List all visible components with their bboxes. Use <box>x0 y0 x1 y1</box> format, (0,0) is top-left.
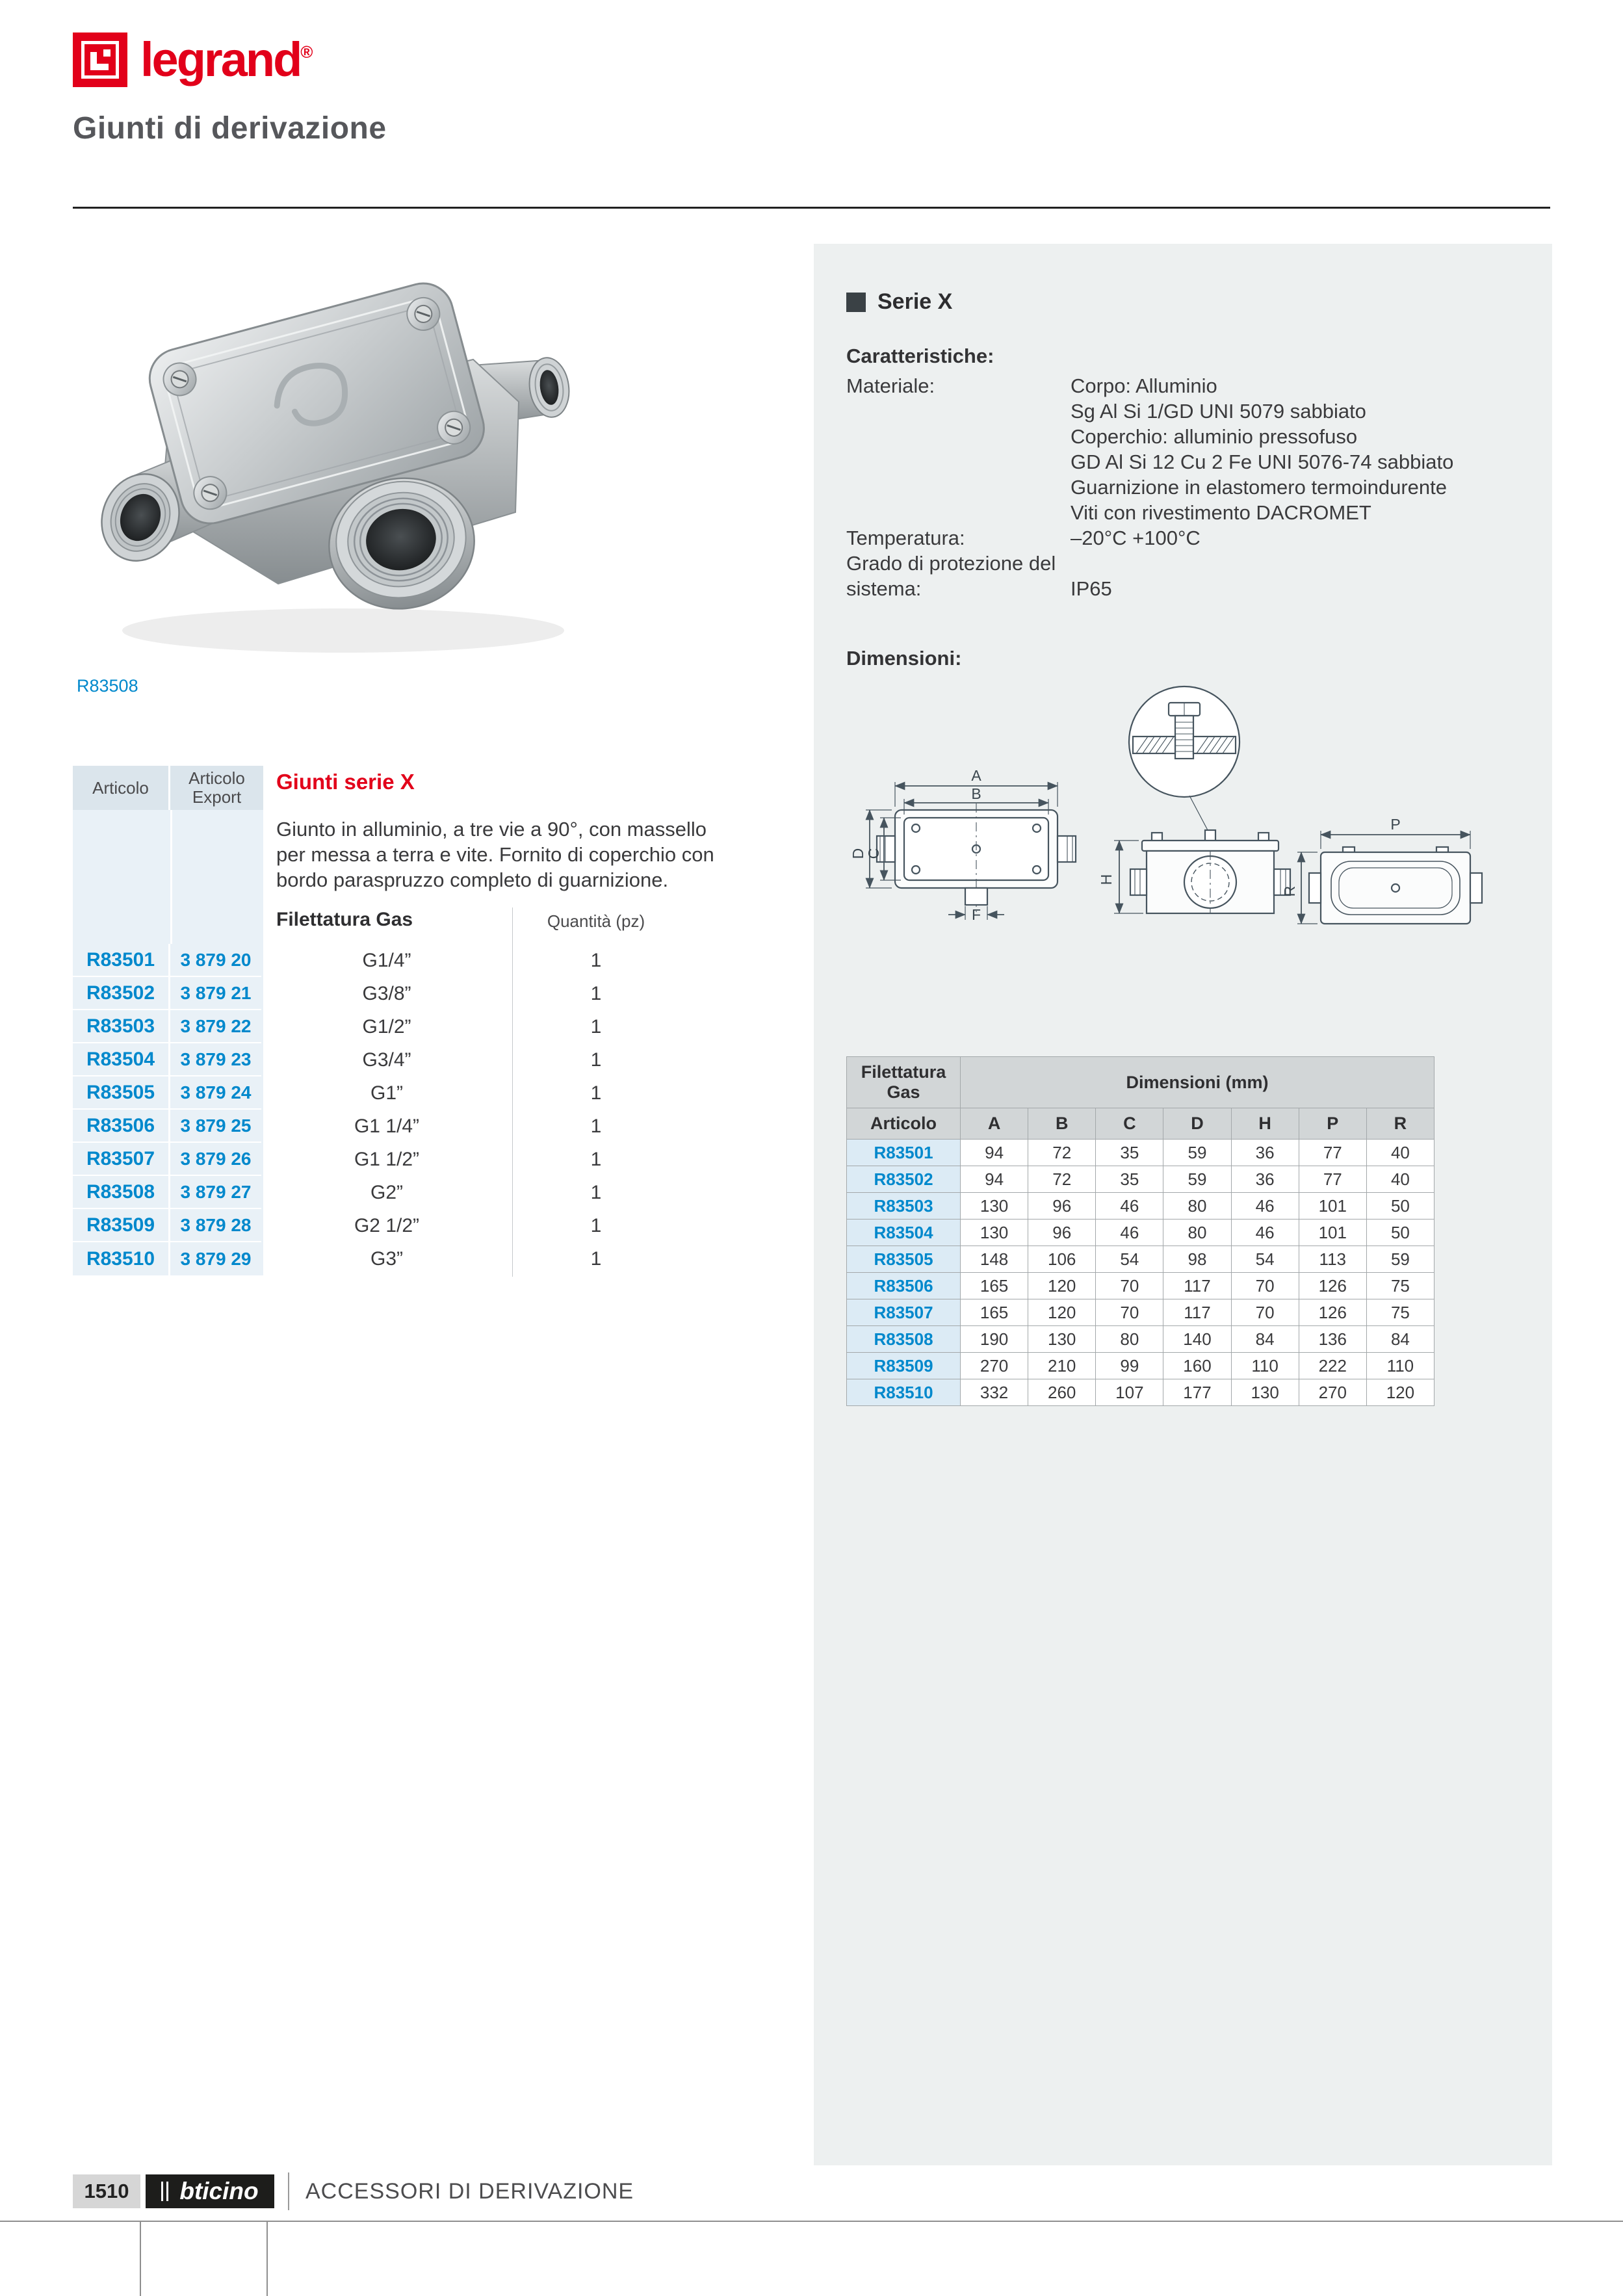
quantita-cell: 1 <box>590 982 602 1004</box>
dim-label-c: C <box>865 848 882 859</box>
front-view-drawing <box>1098 830 1290 913</box>
product-description: Giunto in alluminio, a tre vie a 90°, con massello per messa a terra e vite. Fornito di coperchio con bordo paraspruzzo completo di guarnizione. <box>276 818 714 891</box>
dimension-value-cell: 59 <box>1163 1140 1231 1166</box>
dimension-value-cell: 70 <box>1096 1299 1163 1326</box>
table-row <box>73 1242 677 1275</box>
dimension-value-cell: 113 <box>1299 1246 1366 1273</box>
spec-label: Temperatura: <box>846 527 965 549</box>
spec-row <box>846 525 1520 551</box>
dimension-value-cell: 210 <box>1028 1353 1096 1379</box>
table-row <box>847 1353 1435 1379</box>
dimension-value-cell: 35 <box>1096 1166 1163 1193</box>
articolo-cell: R83510 <box>847 1379 961 1406</box>
dimension-value-cell: 70 <box>1231 1299 1299 1326</box>
filettatura-cell: G2 1/2” <box>354 1214 420 1236</box>
legrand-logo-square <box>81 41 119 79</box>
table-row <box>73 1209 677 1242</box>
quantita-cell: 1 <box>590 1247 602 1270</box>
table-row <box>847 1166 1435 1193</box>
dimension-value-cell: 110 <box>1366 1353 1434 1379</box>
articolo-cell: R83507 <box>73 1143 170 1176</box>
quantita-cell: 1 <box>590 1148 602 1170</box>
articolo-export-cell: 3 879 25 <box>170 1110 261 1143</box>
dims-column-header: P <box>1299 1108 1366 1140</box>
legrand-logo-icon <box>73 33 127 87</box>
product-photo <box>64 239 636 668</box>
dimension-value-cell: 177 <box>1163 1379 1231 1406</box>
filettatura-cell: G3” <box>370 1247 403 1270</box>
dimension-value-cell: 54 <box>1096 1246 1163 1273</box>
spec-label: Materiale: <box>846 374 935 397</box>
filettatura-cell: G1/4” <box>362 949 411 971</box>
dimension-value-cell: 80 <box>1096 1326 1163 1353</box>
dimension-drawings <box>846 677 1520 1002</box>
dimension-value-cell: 36 <box>1231 1166 1299 1193</box>
dims-column-header: C <box>1096 1108 1163 1140</box>
dimensions-table <box>846 1056 1435 1406</box>
dimension-value-cell: 160 <box>1163 1353 1231 1379</box>
dim-label-a: A <box>971 767 981 784</box>
legrand-logo <box>73 33 313 87</box>
spec-value: GD Al Si 12 Cu 2 Fe UNI 5076-74 sabbiato <box>1071 450 1454 473</box>
dimension-value-cell: 130 <box>961 1193 1028 1220</box>
spec-value: Sg Al Si 1/GD UNI 5079 sabbiato <box>1071 400 1366 423</box>
spec-value: Coperchio: alluminio pressofuso <box>1071 425 1358 448</box>
articolo-cell: R83503 <box>847 1193 961 1220</box>
articolo-export-cell: 3 879 26 <box>170 1143 261 1176</box>
group-title: Giunti serie X <box>276 770 415 794</box>
spec-value: Corpo: Alluminio <box>1071 374 1217 397</box>
table-row <box>847 1299 1435 1326</box>
filettatura-cell: G1” <box>370 1082 403 1104</box>
table-row <box>73 1076 677 1110</box>
screw-detail-drawing <box>1129 686 1240 797</box>
spec-value: Viti con rivestimento DACROMET <box>1071 501 1371 524</box>
articolo-cell: R83506 <box>847 1273 961 1299</box>
filettatura-cell: G1 1/4” <box>354 1115 420 1137</box>
dimension-value-cell: 40 <box>1366 1140 1434 1166</box>
dimension-value-cell: 136 <box>1299 1326 1366 1353</box>
articolo-export-cell: 3 879 27 <box>170 1176 261 1209</box>
col-header-filettatura: Filettatura Gas <box>276 909 413 930</box>
articolo-cell: R83509 <box>73 1209 170 1242</box>
quantita-cell: 1 <box>590 1181 602 1203</box>
articolo-cell: R83507 <box>847 1299 961 1326</box>
dimension-value-cell: 80 <box>1163 1220 1231 1246</box>
dims-column-header: D <box>1163 1108 1231 1140</box>
dimension-value-cell: 332 <box>961 1379 1028 1406</box>
top-view-drawing <box>850 767 1076 923</box>
spec-values <box>1071 373 1520 525</box>
dimension-value-cell: 120 <box>1028 1273 1096 1299</box>
spec-values <box>1071 576 1520 601</box>
caratteristiche-heading: Caratteristiche: <box>846 345 994 367</box>
dimension-value-cell: 126 <box>1299 1273 1366 1299</box>
footer-grid-line <box>266 2221 268 2296</box>
dimension-value-cell: 96 <box>1028 1193 1096 1220</box>
dimension-value-cell: 130 <box>1028 1326 1096 1353</box>
articolo-export-cell: 3 879 21 <box>170 977 261 1010</box>
articolo-cell: R83509 <box>847 1353 961 1379</box>
dim-label-d: D <box>850 848 866 859</box>
dimension-value-cell: 110 <box>1231 1353 1299 1379</box>
dimensioni-heading: Dimensioni: <box>846 647 962 670</box>
dimension-value-cell: 101 <box>1299 1193 1366 1220</box>
dimension-value-cell: 130 <box>961 1220 1028 1246</box>
dimension-value-cell: 270 <box>961 1353 1028 1379</box>
table-row <box>847 1220 1435 1246</box>
table-row <box>847 1379 1435 1406</box>
page-title: Giunti di derivazione <box>73 111 387 146</box>
table-row <box>73 1143 677 1176</box>
dimension-value-cell: 36 <box>1231 1140 1299 1166</box>
spec-value: IP65 <box>1071 577 1112 600</box>
dimension-value-cell: 260 <box>1028 1379 1096 1406</box>
footer-rule <box>0 2221 1623 2222</box>
filettatura-cell: G3/8” <box>362 982 411 1004</box>
col-header-articolo-export: Articolo Export <box>170 766 263 810</box>
articolo-cell: R83505 <box>73 1076 170 1110</box>
dimension-value-cell: 96 <box>1028 1220 1096 1246</box>
dim-label-p: P <box>1390 816 1401 833</box>
articolo-cell: R83506 <box>73 1110 170 1143</box>
table-row <box>73 944 677 977</box>
dimension-value-cell: 270 <box>1299 1379 1366 1406</box>
specs-list <box>846 373 1520 601</box>
articolo-export-cell: 3 879 20 <box>170 944 261 977</box>
dimension-value-cell: 46 <box>1096 1220 1163 1246</box>
dimension-value-cell: 46 <box>1231 1193 1299 1220</box>
dimension-value-cell: 165 <box>961 1273 1028 1299</box>
bticino-logo-bars-icon <box>161 2182 172 2201</box>
articolo-cell: R83505 <box>847 1246 961 1273</box>
quantita-cell: 1 <box>590 1082 602 1104</box>
dimension-value-cell: 35 <box>1096 1140 1163 1166</box>
dimension-value-cell: 46 <box>1096 1193 1163 1220</box>
table-row <box>73 1176 677 1209</box>
table-row <box>73 1010 677 1043</box>
dimension-value-cell: 99 <box>1096 1353 1163 1379</box>
col-header-quantita: Quantità (pz) <box>547 911 645 931</box>
dimension-value-cell: 40 <box>1366 1166 1434 1193</box>
dimension-value-cell: 165 <box>961 1299 1028 1326</box>
filettatura-cell: G1 1/2” <box>354 1148 420 1170</box>
junction-box-photo <box>64 239 636 668</box>
dimension-value-cell: 59 <box>1163 1166 1231 1193</box>
table-row <box>73 1110 677 1143</box>
filettatura-cell: G1/2” <box>362 1015 411 1037</box>
bticino-logo <box>146 2174 274 2208</box>
table-row <box>73 977 677 1010</box>
dimension-value-cell: 84 <box>1366 1326 1434 1353</box>
dimension-value-cell: 101 <box>1299 1220 1366 1246</box>
dims-subheader-row <box>847 1108 1435 1140</box>
articolo-cell: R83501 <box>73 944 170 977</box>
dimension-value-cell: 75 <box>1366 1299 1434 1326</box>
series-header <box>846 289 1520 315</box>
quantita-cell: 1 <box>590 1115 602 1137</box>
spec-value: Guarnizione in elastomero termoindurente <box>1071 476 1447 499</box>
dimension-value-cell: 94 <box>961 1166 1028 1193</box>
dimension-value-cell: 84 <box>1231 1326 1299 1353</box>
dimension-value-cell: 117 <box>1163 1299 1231 1326</box>
footer-divider <box>288 2172 289 2210</box>
dimension-value-cell: 70 <box>1231 1273 1299 1299</box>
dimension-value-cell: 59 <box>1366 1246 1434 1273</box>
dims-column-header: B <box>1028 1108 1096 1140</box>
dimension-value-cell: 72 <box>1028 1166 1096 1193</box>
dims-header-dimensioni: Dimensioni (mm) <box>961 1057 1435 1108</box>
table-row <box>847 1246 1435 1273</box>
dims-column-header: R <box>1366 1108 1434 1140</box>
dimension-value-cell: 117 <box>1163 1273 1231 1299</box>
spec-values <box>1071 525 1520 551</box>
filettatura-cell: G2” <box>370 1181 403 1203</box>
spec-row <box>846 551 1520 601</box>
dimension-value-cell: 72 <box>1028 1140 1096 1166</box>
articolo-cell: R83502 <box>73 977 170 1010</box>
articolo-cell: R83508 <box>847 1326 961 1353</box>
articles-table-header <box>73 766 263 810</box>
articolo-export-cell: 3 879 22 <box>170 1010 261 1043</box>
articolo-cell: R83508 <box>73 1176 170 1209</box>
dimension-value-cell: 107 <box>1096 1379 1163 1406</box>
square-bullet-icon <box>846 293 866 312</box>
header-rule <box>73 207 1550 209</box>
dimension-value-cell: 50 <box>1366 1220 1434 1246</box>
quantita-cell: 1 <box>590 1049 602 1071</box>
dimension-value-cell: 148 <box>961 1246 1028 1273</box>
table-row <box>847 1326 1435 1353</box>
registered-mark: ® <box>300 42 313 62</box>
dimension-value-cell: 54 <box>1231 1246 1299 1273</box>
dimension-value-cell: 50 <box>1366 1193 1434 1220</box>
spec-label: Grado di protezione del sistema: <box>846 552 1056 600</box>
articolo-export-cell: 3 879 24 <box>170 1076 261 1110</box>
articolo-cell: R83504 <box>73 1043 170 1076</box>
dimension-value-cell: 80 <box>1163 1193 1231 1220</box>
quantita-cell: 1 <box>590 1214 602 1236</box>
dims-column-header: A <box>961 1108 1028 1140</box>
dimension-value-cell: 222 <box>1299 1353 1366 1379</box>
footer-grid-line <box>140 2221 141 2296</box>
table-row <box>847 1140 1435 1166</box>
articolo-cell: R83504 <box>847 1220 961 1246</box>
dim-label-h: H <box>1098 874 1115 885</box>
brand-name: legrand® <box>140 33 313 86</box>
dimension-value-cell: 120 <box>1028 1299 1096 1326</box>
spec-row <box>846 373 1520 525</box>
dimension-value-cell: 190 <box>961 1326 1028 1353</box>
articolo-cell: R83502 <box>847 1166 961 1193</box>
dimension-value-cell: 75 <box>1366 1273 1434 1299</box>
dims-column-header: H <box>1231 1108 1299 1140</box>
articolo-export-cell: 3 879 28 <box>170 1209 261 1242</box>
dimension-value-cell: 140 <box>1163 1326 1231 1353</box>
footer-section-title: ACCESSORI DI DERIVAZIONE <box>305 2179 634 2204</box>
quantita-cell: 1 <box>590 949 602 971</box>
dimension-value-cell: 70 <box>1096 1273 1163 1299</box>
table-row <box>847 1193 1435 1220</box>
dimension-value-cell: 106 <box>1028 1246 1096 1273</box>
photo-caption: R83508 <box>77 676 138 696</box>
table-row <box>847 1273 1435 1299</box>
side-view-drawing <box>1281 816 1482 924</box>
articolo-export-cell: 3 879 29 <box>170 1242 261 1275</box>
articolo-export-cell: 3 879 23 <box>170 1043 261 1076</box>
series-title: Serie X <box>877 289 953 314</box>
dim-label-f: F <box>971 906 981 923</box>
dim-label-b: B <box>971 785 981 802</box>
dimension-value-cell: 94 <box>961 1140 1028 1166</box>
table-row <box>73 1043 677 1076</box>
dims-table-body <box>847 1140 1435 1406</box>
dim-label-r: R <box>1281 885 1298 897</box>
dimension-value-cell: 77 <box>1299 1140 1366 1166</box>
articolo-cell: R83501 <box>847 1140 961 1166</box>
col-header-articolo: Articolo <box>73 766 170 810</box>
dimension-value-cell: 126 <box>1299 1299 1366 1326</box>
dimension-value-cell: 130 <box>1231 1379 1299 1406</box>
dimension-value-cell: 98 <box>1163 1246 1231 1273</box>
articolo-cell: R83510 <box>73 1242 170 1275</box>
dims-header-filettatura: Filettatura Gas <box>847 1057 961 1108</box>
series-panel <box>814 244 1552 2165</box>
quantita-cell: 1 <box>590 1015 602 1037</box>
dimension-value-cell: 77 <box>1299 1166 1366 1193</box>
spec-value: –20°C +100°C <box>1071 527 1201 549</box>
dimension-value-cell: 120 <box>1366 1379 1434 1406</box>
articolo-cell: R83503 <box>73 1010 170 1043</box>
page-number: 1510 <box>73 2174 140 2208</box>
dimension-value-cell: 46 <box>1231 1220 1299 1246</box>
dims-column-header: Articolo <box>847 1108 961 1140</box>
bticino-logo-text: bticino <box>179 2178 259 2204</box>
articles-rows <box>73 944 677 1275</box>
filettatura-cell: G3/4” <box>362 1049 411 1071</box>
